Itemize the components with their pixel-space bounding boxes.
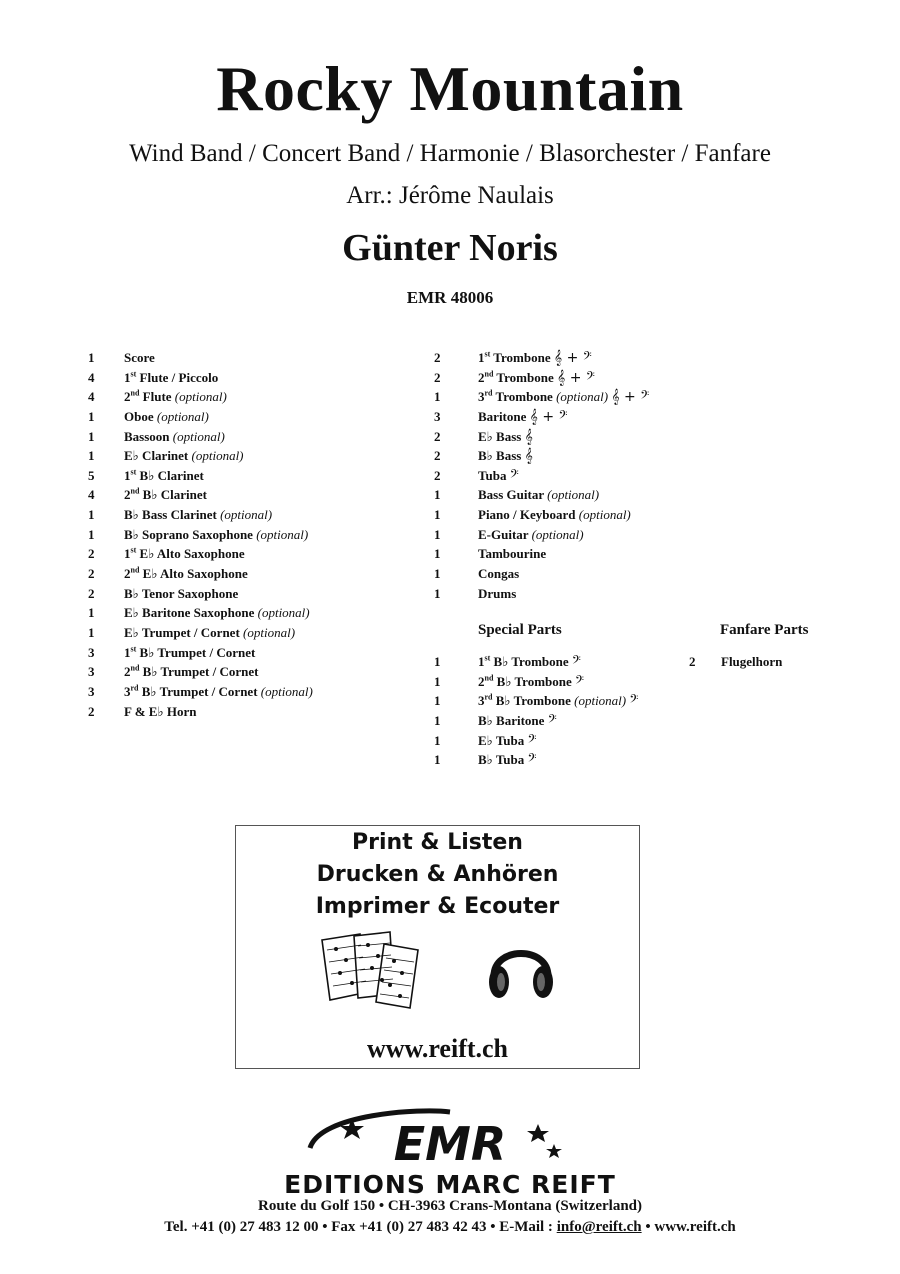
part-optional-note: (optional)	[547, 487, 600, 503]
part-quantity: 3	[88, 664, 95, 680]
part-ordinal-suffix: st	[130, 467, 137, 477]
part-name	[124, 427, 225, 447]
clef-icon: 𝄢	[629, 693, 639, 710]
part-name	[478, 446, 533, 467]
promo-line-2: Drucken & Anhören	[316, 862, 559, 887]
part-ordinal-suffix: st	[130, 369, 137, 379]
composer: Günter Noris	[342, 227, 558, 269]
part-quantity: 1	[434, 487, 441, 503]
part-label: E♭ Alto Saxophone	[139, 566, 248, 582]
clef-icon: 𝄢	[509, 467, 519, 484]
part-name	[478, 544, 546, 564]
part-label: Trombone	[492, 389, 553, 405]
publisher-name: EDITIONS MARC REIFT	[284, 1170, 616, 1199]
part-quantity: 2	[88, 546, 95, 562]
part-ordinal-number: 3	[478, 693, 485, 709]
part-quantity: 3	[88, 644, 95, 660]
part-name	[478, 427, 533, 448]
contact-phone-fax: Tel. +41 (0) 27 483 12 00 • Fax +41 (0) 27 483 42 43 • E-Mail :	[164, 1219, 557, 1235]
part-ordinal-suffix: nd	[130, 663, 140, 673]
part-name	[124, 643, 255, 663]
clef-icon: 𝄞 + 𝄢	[556, 369, 595, 386]
part-quantity: 1	[434, 673, 441, 689]
part-ordinal-suffix: nd	[130, 487, 140, 497]
part-label: B♭ Trumpet / Cornet	[136, 644, 256, 660]
part-label: B♭ Bass Clarinet	[124, 507, 217, 523]
part-name	[124, 446, 244, 466]
part-quantity: 5	[88, 467, 95, 483]
part-label: F & E♭ Horn	[124, 703, 197, 719]
part-ordinal-number: 2	[478, 369, 485, 385]
clef-icon: 𝄢	[575, 673, 585, 690]
part-ordinal-suffix: st	[484, 653, 491, 663]
part-quantity: 1	[434, 712, 441, 728]
part-name	[124, 348, 155, 368]
part-name	[124, 407, 209, 427]
part-quantity: 1	[88, 448, 95, 464]
part-name	[124, 505, 272, 525]
part-optional-note: (optional)	[172, 428, 225, 444]
part-quantity: 1	[88, 605, 95, 621]
part-label: E♭ Trumpet / Cornet	[124, 624, 240, 640]
part-name	[124, 525, 308, 545]
part-ordinal-suffix: st	[130, 644, 137, 654]
part-name	[478, 750, 537, 771]
part-name	[478, 407, 568, 428]
part-name	[478, 584, 516, 604]
part-quantity: 3	[434, 408, 441, 424]
part-name	[124, 544, 245, 564]
contact-line	[0, 1219, 900, 1236]
part-name	[124, 466, 204, 486]
clef-icon: 𝄢	[571, 654, 581, 670]
part-optional-note: (optional)	[220, 507, 273, 523]
part-name	[478, 525, 584, 545]
part-label: B♭ Bass	[478, 448, 522, 464]
part-ordinal-suffix: st	[484, 349, 491, 359]
part-label: Trombone	[490, 350, 551, 365]
part-ordinal-suffix: rd	[484, 388, 493, 398]
part-optional-note: (optional)	[156, 408, 209, 424]
part-quantity: 2	[434, 448, 441, 464]
part-quantity: 3	[88, 683, 95, 699]
fanfare-parts-heading: Fanfare Parts	[720, 622, 809, 638]
part-ordinal-number: 2	[124, 664, 131, 680]
sheet-music-icon	[318, 930, 428, 1010]
part-ordinal-suffix: nd	[484, 673, 494, 683]
part-ordinal-number: 1	[124, 369, 131, 385]
part-ordinal-number: 1	[478, 654, 485, 669]
part-label: E♭ Tuba	[478, 732, 525, 748]
address: Route du Golf 150 • CH-3963 Crans-Montana (Switzerland)	[258, 1198, 642, 1214]
part-quantity: 1	[434, 389, 441, 405]
part-label: Piano / Keyboard	[478, 507, 576, 523]
part-label: Drums	[478, 585, 517, 601]
part-quantity: 4	[88, 369, 95, 385]
part-quantity: 1	[88, 507, 95, 523]
part-name	[124, 564, 248, 584]
emr-logo-text: EMR	[393, 1117, 507, 1170]
part-optional-note: (optional)	[574, 693, 627, 709]
part-label: E♭ Baritone Saxophone	[124, 605, 255, 621]
part-name	[478, 691, 638, 712]
part-ordinal-number: 3	[124, 683, 131, 699]
part-optional-note: (optional)	[256, 526, 309, 542]
part-ordinal-number: 1	[124, 467, 131, 483]
part-ordinal-suffix: rd	[484, 692, 493, 702]
part-name	[124, 485, 207, 505]
part-name	[478, 485, 599, 505]
subtitle: Wind Band / Concert Band / Harmonie / Blasorchester / Fanfare	[129, 140, 771, 167]
part-quantity: 2	[434, 467, 441, 483]
part-name	[478, 505, 631, 525]
promo-line-1: Print & Listen	[352, 830, 523, 855]
contact-email-link[interactable]: info@reift.ch	[556, 1219, 642, 1235]
part-label: Bass Guitar	[478, 487, 544, 503]
part-quantity: 1	[434, 546, 441, 562]
part-label: Flute	[139, 389, 172, 405]
part-name	[124, 603, 310, 623]
headphones-icon	[486, 932, 556, 1006]
part-quantity: 1	[88, 408, 95, 424]
part-quantity: 1	[434, 732, 441, 748]
part-quantity: 1	[434, 752, 441, 768]
part-optional-note: (optional)	[257, 605, 310, 621]
catalog-number: EMR 48006	[406, 288, 494, 307]
part-label: B♭ Trumpet / Cornet	[138, 683, 258, 699]
part-name	[124, 662, 258, 682]
part-label: Tambourine	[478, 546, 547, 562]
clef-icon: 𝄞 + 𝄢	[611, 389, 650, 406]
part-label: Score	[124, 350, 155, 365]
contact-website: • www.reift.ch	[641, 1219, 736, 1235]
part-label: E-Guitar	[478, 526, 529, 542]
part-quantity: 4	[88, 389, 95, 405]
part-quantity: 2	[88, 566, 95, 582]
part-name	[478, 348, 592, 369]
part-label: B♭ Tuba	[478, 752, 525, 768]
part-name	[124, 584, 238, 604]
part-label: B♭ Trombone	[492, 693, 571, 709]
part-label: Flute / Piccolo	[136, 369, 219, 385]
part-ordinal-number: 1	[124, 644, 131, 660]
part-label: B♭ Tenor Saxophone	[124, 585, 239, 601]
part-quantity: 2	[434, 350, 441, 365]
part-quantity: 2	[88, 703, 95, 719]
part-name	[478, 368, 595, 389]
part-name	[478, 711, 557, 732]
part-optional-note: (optional)	[243, 624, 296, 640]
part-optional-note: (optional)	[531, 526, 584, 542]
part-label: E♭ Bass	[478, 428, 522, 444]
part-name	[124, 682, 313, 702]
part-label: Oboe	[124, 408, 154, 424]
part-ordinal-number: 2	[124, 487, 131, 503]
clef-icon: 𝄞	[524, 448, 533, 465]
part-name	[124, 702, 196, 722]
part-quantity: 1	[434, 526, 441, 542]
part-label: B♭ Baritone	[478, 712, 545, 728]
part-ordinal-suffix: nd	[130, 388, 140, 398]
part-name	[478, 387, 649, 408]
website-url[interactable]: www.reift.ch	[366, 1034, 509, 1063]
part-label: E♭ Clarinet	[124, 448, 189, 464]
part-label: B♭ Clarinet	[139, 487, 207, 503]
part-ordinal-number: 2	[478, 673, 485, 689]
part-optional-note: (optional)	[191, 448, 244, 464]
part-label: Trombone	[493, 369, 554, 385]
part-optional-note: (optional)	[174, 389, 227, 405]
clef-icon: 𝄢	[527, 752, 537, 769]
print-listen-box	[235, 825, 640, 1069]
part-ordinal-suffix: st	[130, 546, 137, 556]
part-name	[478, 652, 581, 673]
part-label: B♭ Trumpet / Cornet	[139, 664, 259, 680]
part-name	[478, 564, 519, 584]
part-label: Baritone	[478, 408, 527, 424]
arranger: Arr.: Jérôme Naulais	[346, 182, 554, 209]
part-ordinal-number: 1	[478, 350, 485, 365]
part-name	[721, 652, 782, 672]
promo-line-3: Imprimer & Ecouter	[315, 894, 560, 919]
part-quantity: 1	[88, 350, 95, 365]
part-ordinal-number: 2	[124, 389, 131, 405]
part-label: B♭ Soprano Saxophone	[124, 526, 253, 542]
part-quantity: 2	[689, 654, 696, 669]
part-quantity: 1	[434, 654, 441, 669]
part-ordinal-number: 1	[124, 546, 131, 562]
part-optional-note: (optional)	[556, 389, 609, 405]
emr-logo	[300, 1104, 600, 1170]
special-parts-heading: Special Parts	[478, 622, 562, 638]
part-ordinal-suffix: nd	[484, 369, 494, 379]
part-name	[124, 623, 295, 643]
part-label: B♭ Trombone	[493, 673, 572, 689]
clef-icon: 𝄢	[527, 732, 537, 749]
part-optional-note: (optional)	[578, 507, 631, 523]
part-quantity: 2	[434, 369, 441, 385]
clef-icon: 𝄞	[524, 428, 533, 445]
part-quantity: 1	[434, 693, 441, 709]
clef-icon: 𝄞 + 𝄢	[529, 408, 568, 425]
part-quantity: 1	[434, 507, 441, 523]
part-ordinal-suffix: rd	[130, 683, 139, 693]
part-quantity: 1	[88, 428, 95, 444]
part-ordinal-suffix: nd	[130, 565, 140, 575]
part-quantity: 1	[434, 566, 441, 582]
part-name	[124, 387, 227, 407]
part-label: Tuba	[478, 467, 507, 483]
part-label: B♭ Clarinet	[136, 467, 204, 483]
part-label: B♭ Trombone	[490, 654, 569, 669]
part-quantity: 4	[88, 487, 95, 503]
part-quantity: 1	[434, 585, 441, 601]
part-label: Flugelhorn	[721, 654, 783, 669]
part-name	[478, 731, 537, 752]
part-name	[478, 672, 584, 693]
part-ordinal-number: 3	[478, 389, 485, 405]
part-label: Bassoon	[124, 428, 170, 444]
part-optional-note: (optional)	[260, 683, 313, 699]
part-quantity: 2	[434, 428, 441, 444]
part-ordinal-number: 2	[124, 566, 131, 582]
clef-icon: 𝄢	[547, 712, 557, 729]
part-label: Congas	[478, 566, 520, 582]
part-name	[478, 466, 519, 487]
title: Rocky Mountain	[216, 53, 684, 124]
clef-icon: 𝄞 + 𝄢	[553, 350, 592, 366]
part-quantity: 2	[88, 585, 95, 601]
part-quantity: 1	[88, 624, 95, 640]
part-quantity: 1	[88, 526, 95, 542]
part-name	[124, 368, 218, 388]
part-label: E♭ Alto Saxophone	[136, 546, 245, 562]
